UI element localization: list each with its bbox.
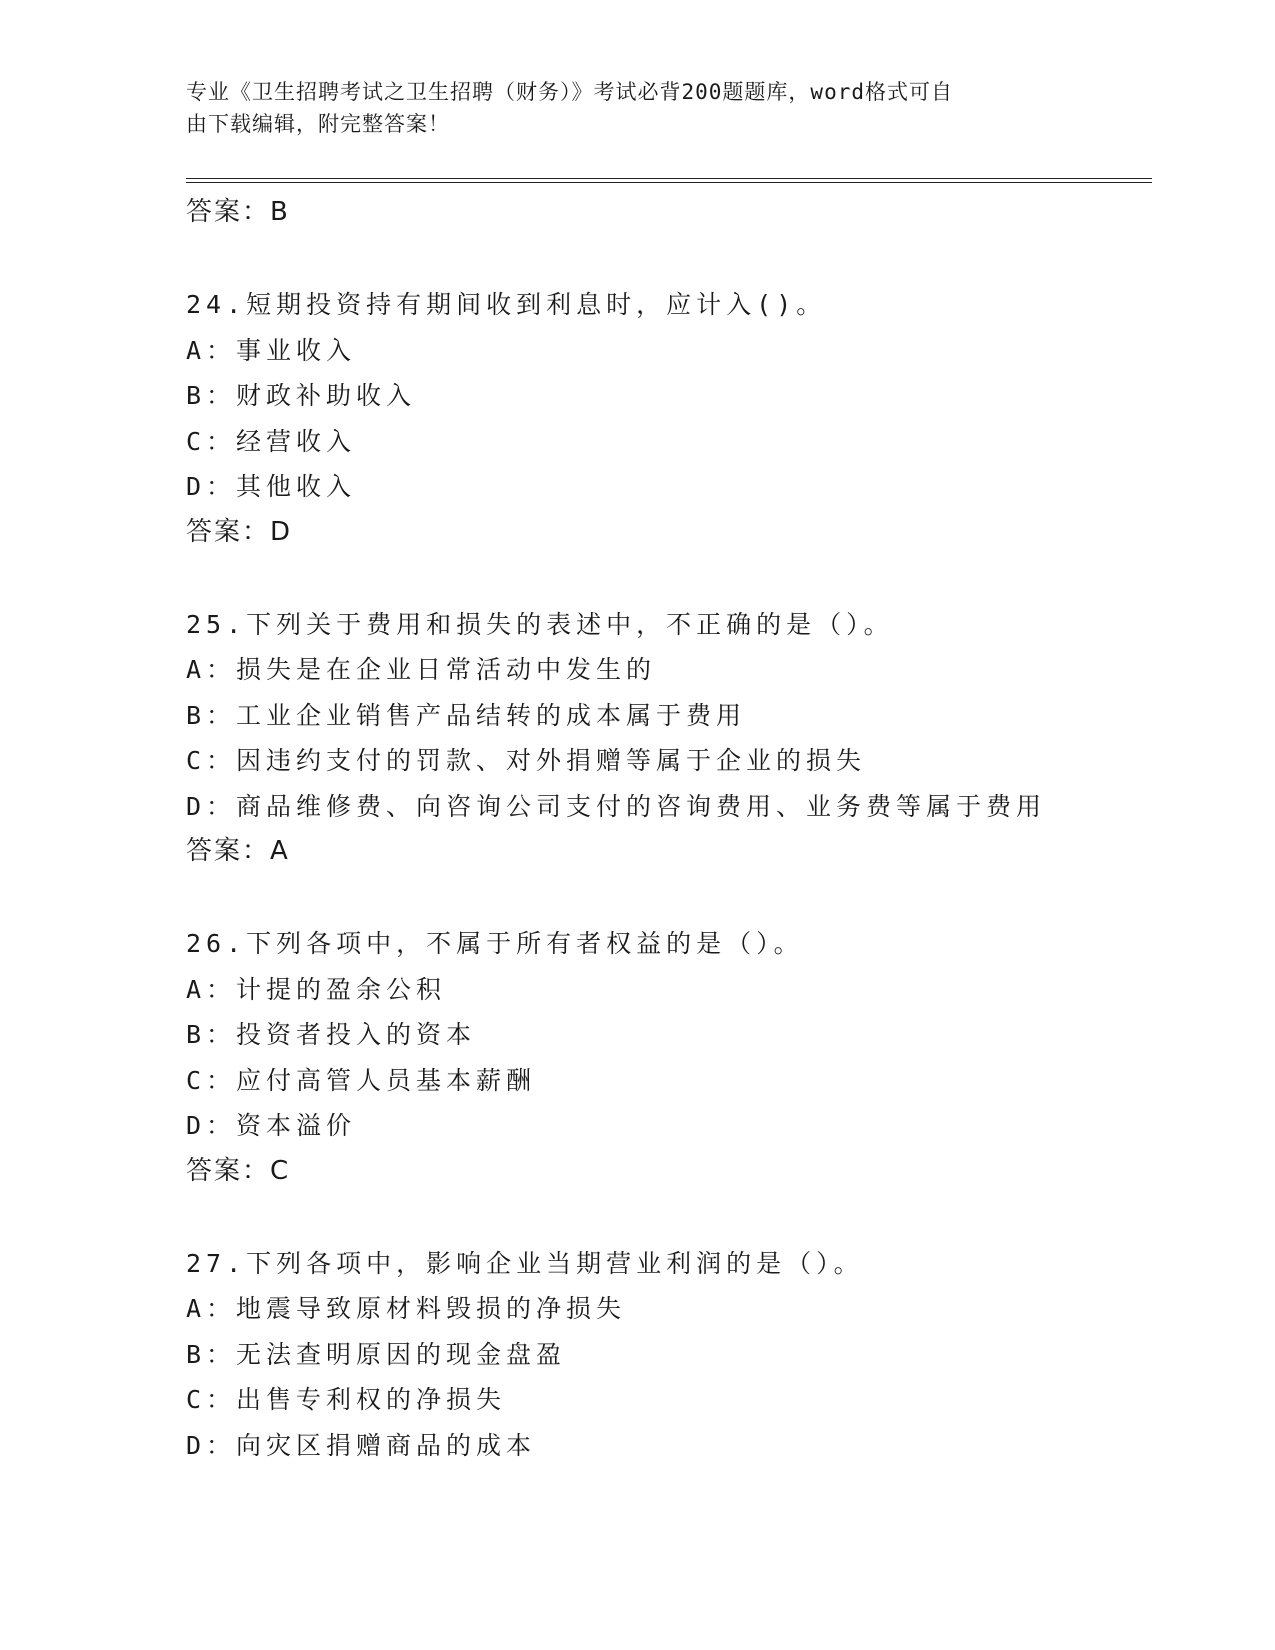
option-a: A：计提的盈余公积 [186, 974, 447, 1004]
option-b: B：无法查明原因的现金盘盈 [186, 1339, 567, 1369]
header-divider [186, 178, 1152, 183]
question-block [186, 282, 1152, 554]
answer-line: 答案：D [186, 516, 293, 547]
answer-line: 答案：B [186, 197, 290, 227]
option-a: A：损失是在企业日常活动中发生的 [186, 655, 657, 684]
answer-line: 答案：C [186, 1155, 291, 1186]
header-line-2: 由下载编辑，附完整答案！ [186, 112, 450, 136]
header-line-1: 专业《卫生招聘考试之卫生招聘（财务）》考试必背200题题库，word格式可自 [186, 80, 953, 104]
document-header [186, 76, 1066, 140]
question-block [186, 921, 1152, 1193]
option-a: A：地震导致原材料毁损的净损失 [186, 1294, 627, 1323]
question-block [186, 1241, 1152, 1469]
question-stem: 25.下列关于费用和损失的表述中，不正确的是（）。 [186, 609, 894, 639]
question-stem: 24.短期投资持有期间收到利息时，应计入()。 [186, 290, 827, 319]
question-block [186, 602, 1152, 874]
question-stem: 26.下列各项中，不属于所有者权益的是（）。 [186, 929, 804, 958]
option-c: C：经营收入 [186, 426, 357, 456]
question-list [186, 190, 1152, 1468]
option-c: C：出售专利权的净损失 [186, 1385, 507, 1414]
question-stem: 27.下列各项中，影响企业当期营业利润的是（）。 [186, 1248, 864, 1278]
option-d: D：商品维修费、向咨询公司支付的咨询费用、业务费等属于费用 [186, 791, 1047, 821]
option-c: C：因违约支付的罚款、对外捐赠等属于企业的损失 [186, 746, 867, 775]
option-a: A：事业收入 [186, 335, 357, 365]
answer-line: 答案：A [186, 836, 290, 866]
option-c: C：应付高管人员基本薪酬 [186, 1065, 537, 1095]
option-b: B：财政补助收入 [186, 381, 417, 410]
option-d: D：其他收入 [186, 472, 357, 501]
option-d: D：向灾区捐赠商品的成本 [186, 1430, 537, 1460]
option-b: B：投资者投入的资本 [186, 1020, 477, 1049]
option-b: B：工业企业销售产品结转的成本属于费用 [186, 700, 747, 730]
option-d: D：资本溢价 [186, 1111, 357, 1140]
